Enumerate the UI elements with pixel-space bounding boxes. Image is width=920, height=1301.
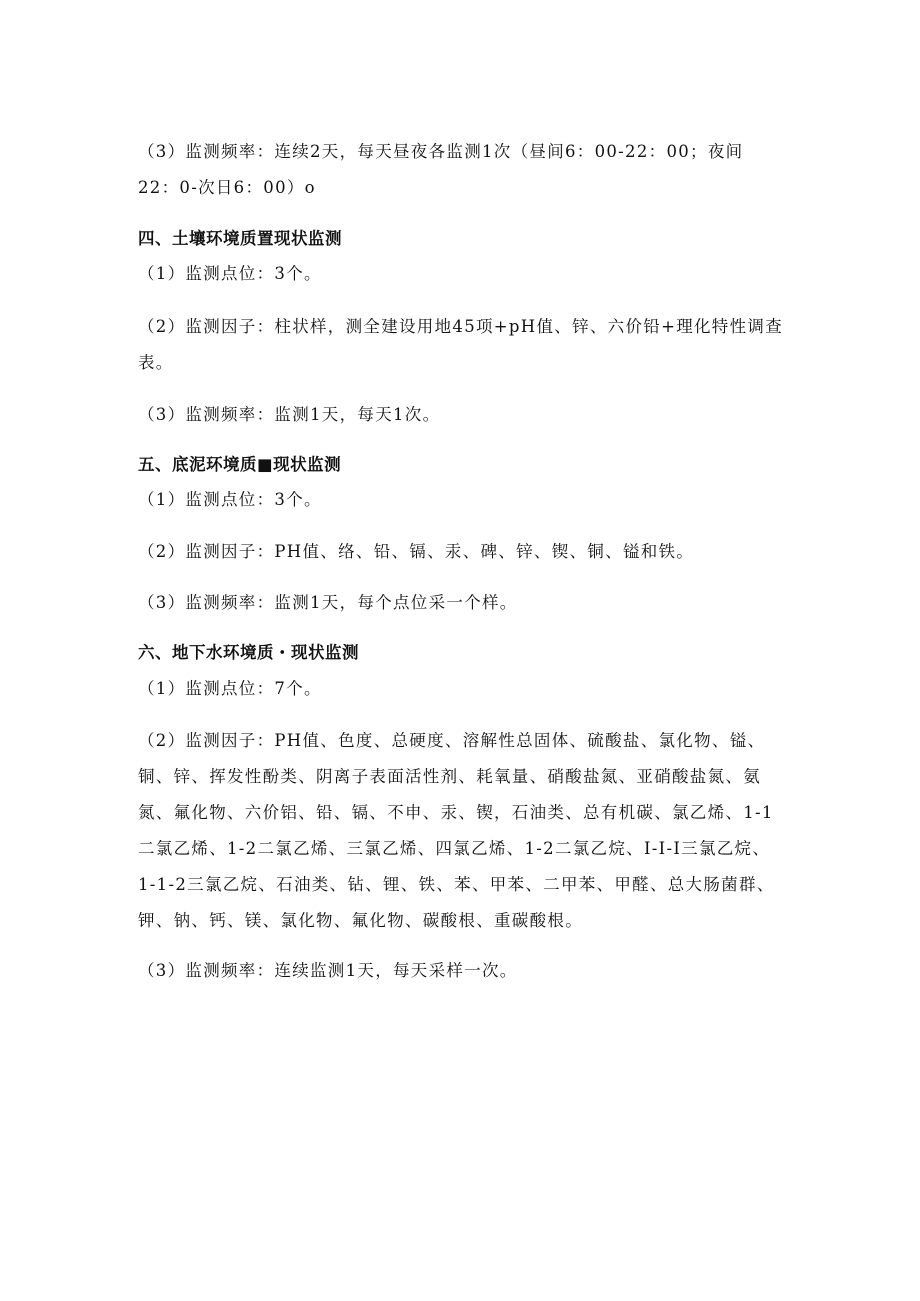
soil-monitoring-points: （1）监测点位：3个。 xyxy=(138,264,322,283)
groundwater-factors-line: 二氯乙烯、1-2二氯乙烯、三氯乙烯、四氯乙烯、1-2二氯乙烷、I-I-I三氯乙烷、 xyxy=(138,839,771,858)
groundwater-factors-line: 铜、锌、挥发性酚类、阴离子表面活性剂、耗氧量、硝酸盐氮、亚硝酸盐氮、氨 xyxy=(138,767,761,786)
section-heading-sediment: 五、底泥环境质■现状监测 xyxy=(138,455,342,474)
soil-monitoring-factors: （2）监测因子：柱状样，测全建设用地45项+pH值、锌、六价铅+理化特性调查 xyxy=(138,317,783,336)
sediment-monitoring-factors: （2）监测因子：PH值、络、铅、镉、汞、碑、锌、锲、铜、镒和铁。 xyxy=(138,542,695,561)
soil-monitoring-frequency: （3）监测频率：监测1天，每天1次。 xyxy=(138,405,441,424)
section-heading-groundwater: 六、地下水环境质・现状监测 xyxy=(138,643,359,662)
sediment-monitoring-frequency: （3）监测频率：监测1天，每个点位采一个样。 xyxy=(138,593,518,612)
groundwater-factors-line: 1-1-2三氯乙烷、石油类、钻、锂、铁、苯、甲苯、二甲苯、甲醛、总大肠菌群、 xyxy=(138,875,775,894)
groundwater-monitoring-frequency: （3）监测频率：连续监测1天，每天采样一次。 xyxy=(138,961,518,980)
frequency-line: （3）监测频率：连续2天，每天昼夜各监测1次（昼间6：00-22：00；夜间 xyxy=(138,142,744,161)
soil-monitoring-factors-continued: 表。 xyxy=(138,353,174,372)
groundwater-monitoring-points: （1）监测点位：7个。 xyxy=(138,679,322,698)
sediment-monitoring-points: （1）监测点位：3个。 xyxy=(138,490,322,509)
groundwater-factors-line: 氮、氟化物、六价铝、铅、镉、不申、汞、锲，石油类、总有机碳、氯乙烯、1-1 xyxy=(138,803,774,822)
section-heading-soil: 四、土壤环境质置现状监测 xyxy=(138,229,342,248)
groundwater-factors-line: 钾、钠、钙、镁、氯化物、氟化物、碳酸根、重碳酸根。 xyxy=(138,911,583,930)
groundwater-factors-line: （2）监测因子：PH值、色度、总硬度、溶解性总固体、硫酸盐、氯化物、镒、 xyxy=(138,731,766,750)
frequency-line-continued: 22：0-次日6：00）o xyxy=(138,178,316,197)
